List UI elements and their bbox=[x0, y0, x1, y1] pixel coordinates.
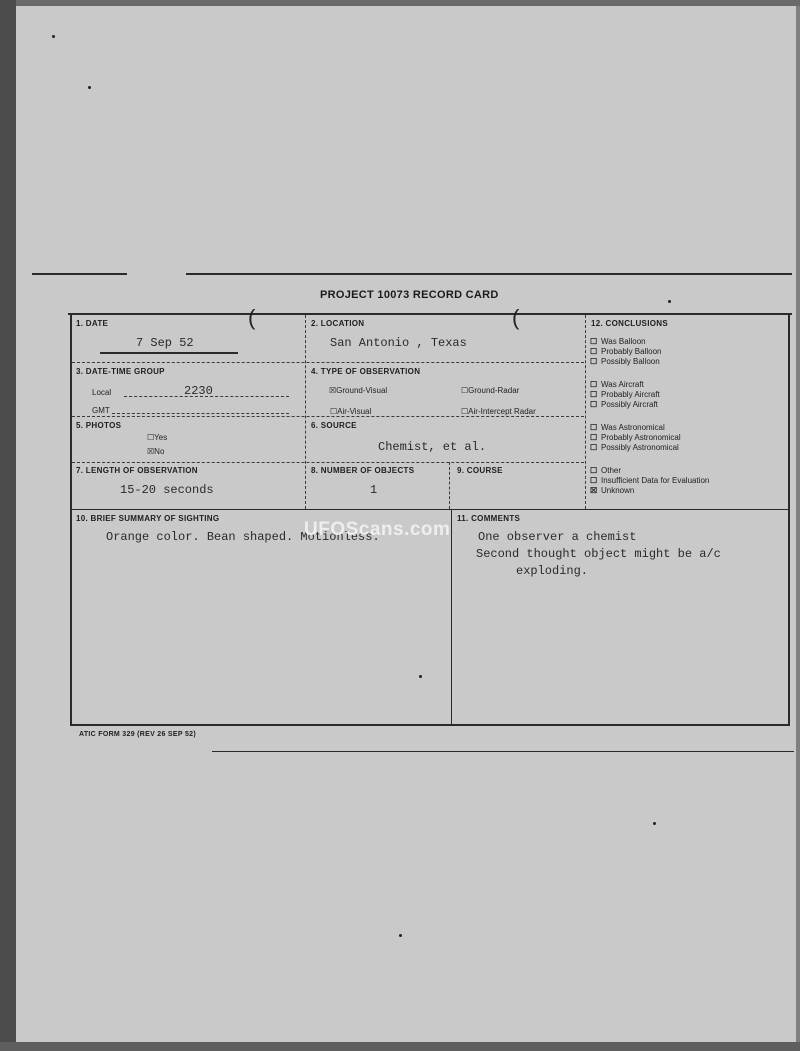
dtg-local-label: Local bbox=[92, 388, 112, 397]
scan-speck bbox=[419, 675, 422, 678]
conclusion-label: Possibly Aircraft bbox=[601, 400, 658, 409]
scan-speck bbox=[399, 934, 402, 937]
column-divider bbox=[451, 509, 452, 724]
checkbox-icon: ☒ bbox=[590, 486, 598, 495]
conclusion-item bbox=[590, 443, 790, 453]
conclusion-item bbox=[590, 390, 790, 400]
location-value: San Antonio , Texas bbox=[330, 336, 467, 350]
conclusion-label: Probably Balloon bbox=[601, 347, 662, 356]
conclusion-label: Probably Astronomical bbox=[601, 433, 681, 442]
photos-no-label: No bbox=[154, 447, 165, 456]
conclusion-label: Possibly Astronomical bbox=[601, 443, 679, 452]
source-label: 6. SOURCE bbox=[311, 421, 357, 430]
scan-edge-left bbox=[0, 0, 16, 1051]
observation-option-ground-radar bbox=[461, 386, 519, 395]
conclusion-label: Other bbox=[601, 466, 622, 475]
dtg-local-value: 2230 bbox=[184, 384, 213, 398]
dtg-label: 3. DATE-TIME GROUP bbox=[76, 367, 165, 376]
scan-speck bbox=[653, 822, 656, 825]
source-value: Chemist, et al. bbox=[378, 440, 487, 454]
comments-line: Second thought object might be a/c bbox=[476, 547, 721, 561]
conclusion-item bbox=[590, 380, 790, 390]
column-divider bbox=[585, 315, 586, 509]
observation-option-ground-visual bbox=[329, 386, 387, 395]
conclusion-item bbox=[590, 466, 790, 476]
checkbox-icon: ☒ bbox=[329, 386, 337, 395]
card-title: PROJECT 10073 RECORD CARD bbox=[320, 289, 499, 301]
conclusion-item bbox=[590, 400, 790, 410]
conclusions-group-balloon bbox=[590, 337, 790, 367]
dtg-gmt-line bbox=[112, 413, 289, 414]
option-label: Ground-Visual bbox=[336, 386, 388, 395]
length-value: 15-20 seconds bbox=[120, 483, 214, 497]
conclusions-group-aircraft bbox=[590, 380, 790, 410]
checkbox-icon: ☐ bbox=[590, 337, 598, 346]
scan-speck bbox=[52, 35, 55, 38]
conclusion-item bbox=[590, 433, 790, 443]
option-label: Ground-Radar bbox=[468, 386, 520, 395]
row-divider bbox=[72, 462, 584, 463]
comments-label: 11. COMMENTS bbox=[457, 514, 521, 523]
checkbox-icon: ☐ bbox=[590, 347, 598, 356]
column-divider bbox=[305, 315, 306, 509]
top-rule bbox=[32, 273, 127, 275]
photos-yes bbox=[147, 433, 167, 442]
scan-speck bbox=[668, 300, 671, 303]
location-label: 2. LOCATION bbox=[311, 319, 365, 328]
scan-edge-bottom bbox=[0, 1042, 800, 1051]
row-divider bbox=[72, 362, 584, 363]
row-divider bbox=[72, 416, 584, 417]
photos-no bbox=[147, 447, 164, 456]
watermark: UFOScans.com bbox=[304, 519, 451, 540]
checkbox-icon: ☐ bbox=[590, 357, 598, 366]
conclusions-group-other bbox=[590, 466, 790, 496]
summary-value: Orange color. Bean shaped. Motionless. bbox=[106, 530, 380, 544]
conclusion-label: Was Astronomical bbox=[601, 423, 665, 432]
checkbox-icon: ☐ bbox=[461, 386, 469, 395]
bracket-mark: ( bbox=[248, 305, 256, 330]
checkbox-icon: ☐ bbox=[147, 433, 155, 442]
checkbox-icon: ☐ bbox=[330, 407, 338, 416]
bracket-mark: ( bbox=[512, 305, 520, 330]
conclusion-label: Insufficient Data for Evaluation bbox=[601, 476, 710, 485]
observation-type-label: 4. TYPE OF OBSERVATION bbox=[311, 367, 421, 376]
checkbox-icon: ☐ bbox=[590, 433, 598, 442]
photos-yes-label: Yes bbox=[154, 433, 168, 442]
card-frame-left bbox=[70, 313, 72, 726]
objects-value: 1 bbox=[370, 483, 378, 497]
observation-option-air-intercept-radar bbox=[461, 407, 536, 416]
length-label: 7. LENGTH OF OBSERVATION bbox=[76, 466, 198, 475]
row-divider bbox=[72, 509, 788, 510]
card-frame-right bbox=[788, 313, 790, 726]
checkbox-icon: ☐ bbox=[461, 407, 469, 416]
checkbox-icon: ☐ bbox=[590, 400, 598, 409]
checkbox-icon: ☐ bbox=[590, 423, 598, 432]
observation-option-air-visual bbox=[330, 407, 371, 416]
photos-label: 5. PHOTOS bbox=[76, 421, 122, 430]
comments-line: exploding. bbox=[516, 564, 589, 578]
conclusions-label: 12. CONCLUSIONS bbox=[591, 319, 668, 328]
checkbox-icon: ☐ bbox=[590, 476, 598, 485]
comments-line: One observer a chemist bbox=[478, 530, 637, 544]
checkbox-icon: ☐ bbox=[590, 390, 598, 399]
conclusion-label: Possibly Balloon bbox=[601, 357, 660, 366]
option-label: Air-Intercept Radar bbox=[468, 407, 536, 416]
checkbox-icon: ☐ bbox=[590, 466, 598, 475]
card-frame-bottom bbox=[70, 724, 790, 726]
date-label: 1. DATE bbox=[76, 319, 109, 328]
checkbox-icon: ☐ bbox=[590, 380, 598, 389]
conclusions-group-astronomical bbox=[590, 423, 790, 453]
option-label: Air-Visual bbox=[337, 407, 372, 416]
conclusion-item bbox=[590, 347, 790, 357]
conclusion-item bbox=[590, 486, 790, 496]
conclusion-label: Unknown bbox=[601, 486, 635, 495]
dtg-gmt-label: GMT bbox=[92, 406, 110, 415]
form-id: ATIC FORM 329 (REV 26 SEP 52) bbox=[79, 731, 196, 738]
card-frame-top bbox=[68, 313, 792, 315]
checkbox-icon: ☐ bbox=[590, 443, 598, 452]
conclusion-label: Was Balloon bbox=[601, 337, 646, 346]
conclusion-label: Probably Aircraft bbox=[601, 390, 660, 399]
summary-label: 10. BRIEF SUMMARY OF SIGHTING bbox=[76, 514, 220, 523]
checkbox-icon: ☒ bbox=[147, 447, 155, 456]
conclusion-label: Was Aircraft bbox=[601, 380, 644, 389]
conclusion-item bbox=[590, 337, 790, 347]
conclusion-item bbox=[590, 423, 790, 433]
bottom-rule bbox=[212, 751, 794, 752]
course-label: 9. COURSE bbox=[457, 466, 503, 475]
conclusion-item bbox=[590, 357, 790, 367]
date-underline bbox=[100, 352, 238, 354]
column-divider bbox=[449, 462, 450, 509]
conclusion-item bbox=[590, 476, 790, 486]
scan-speck bbox=[88, 86, 91, 89]
top-rule bbox=[186, 273, 792, 275]
date-value: 7 Sep 52 bbox=[136, 336, 194, 350]
objects-label: 8. NUMBER OF OBJECTS bbox=[311, 466, 415, 475]
